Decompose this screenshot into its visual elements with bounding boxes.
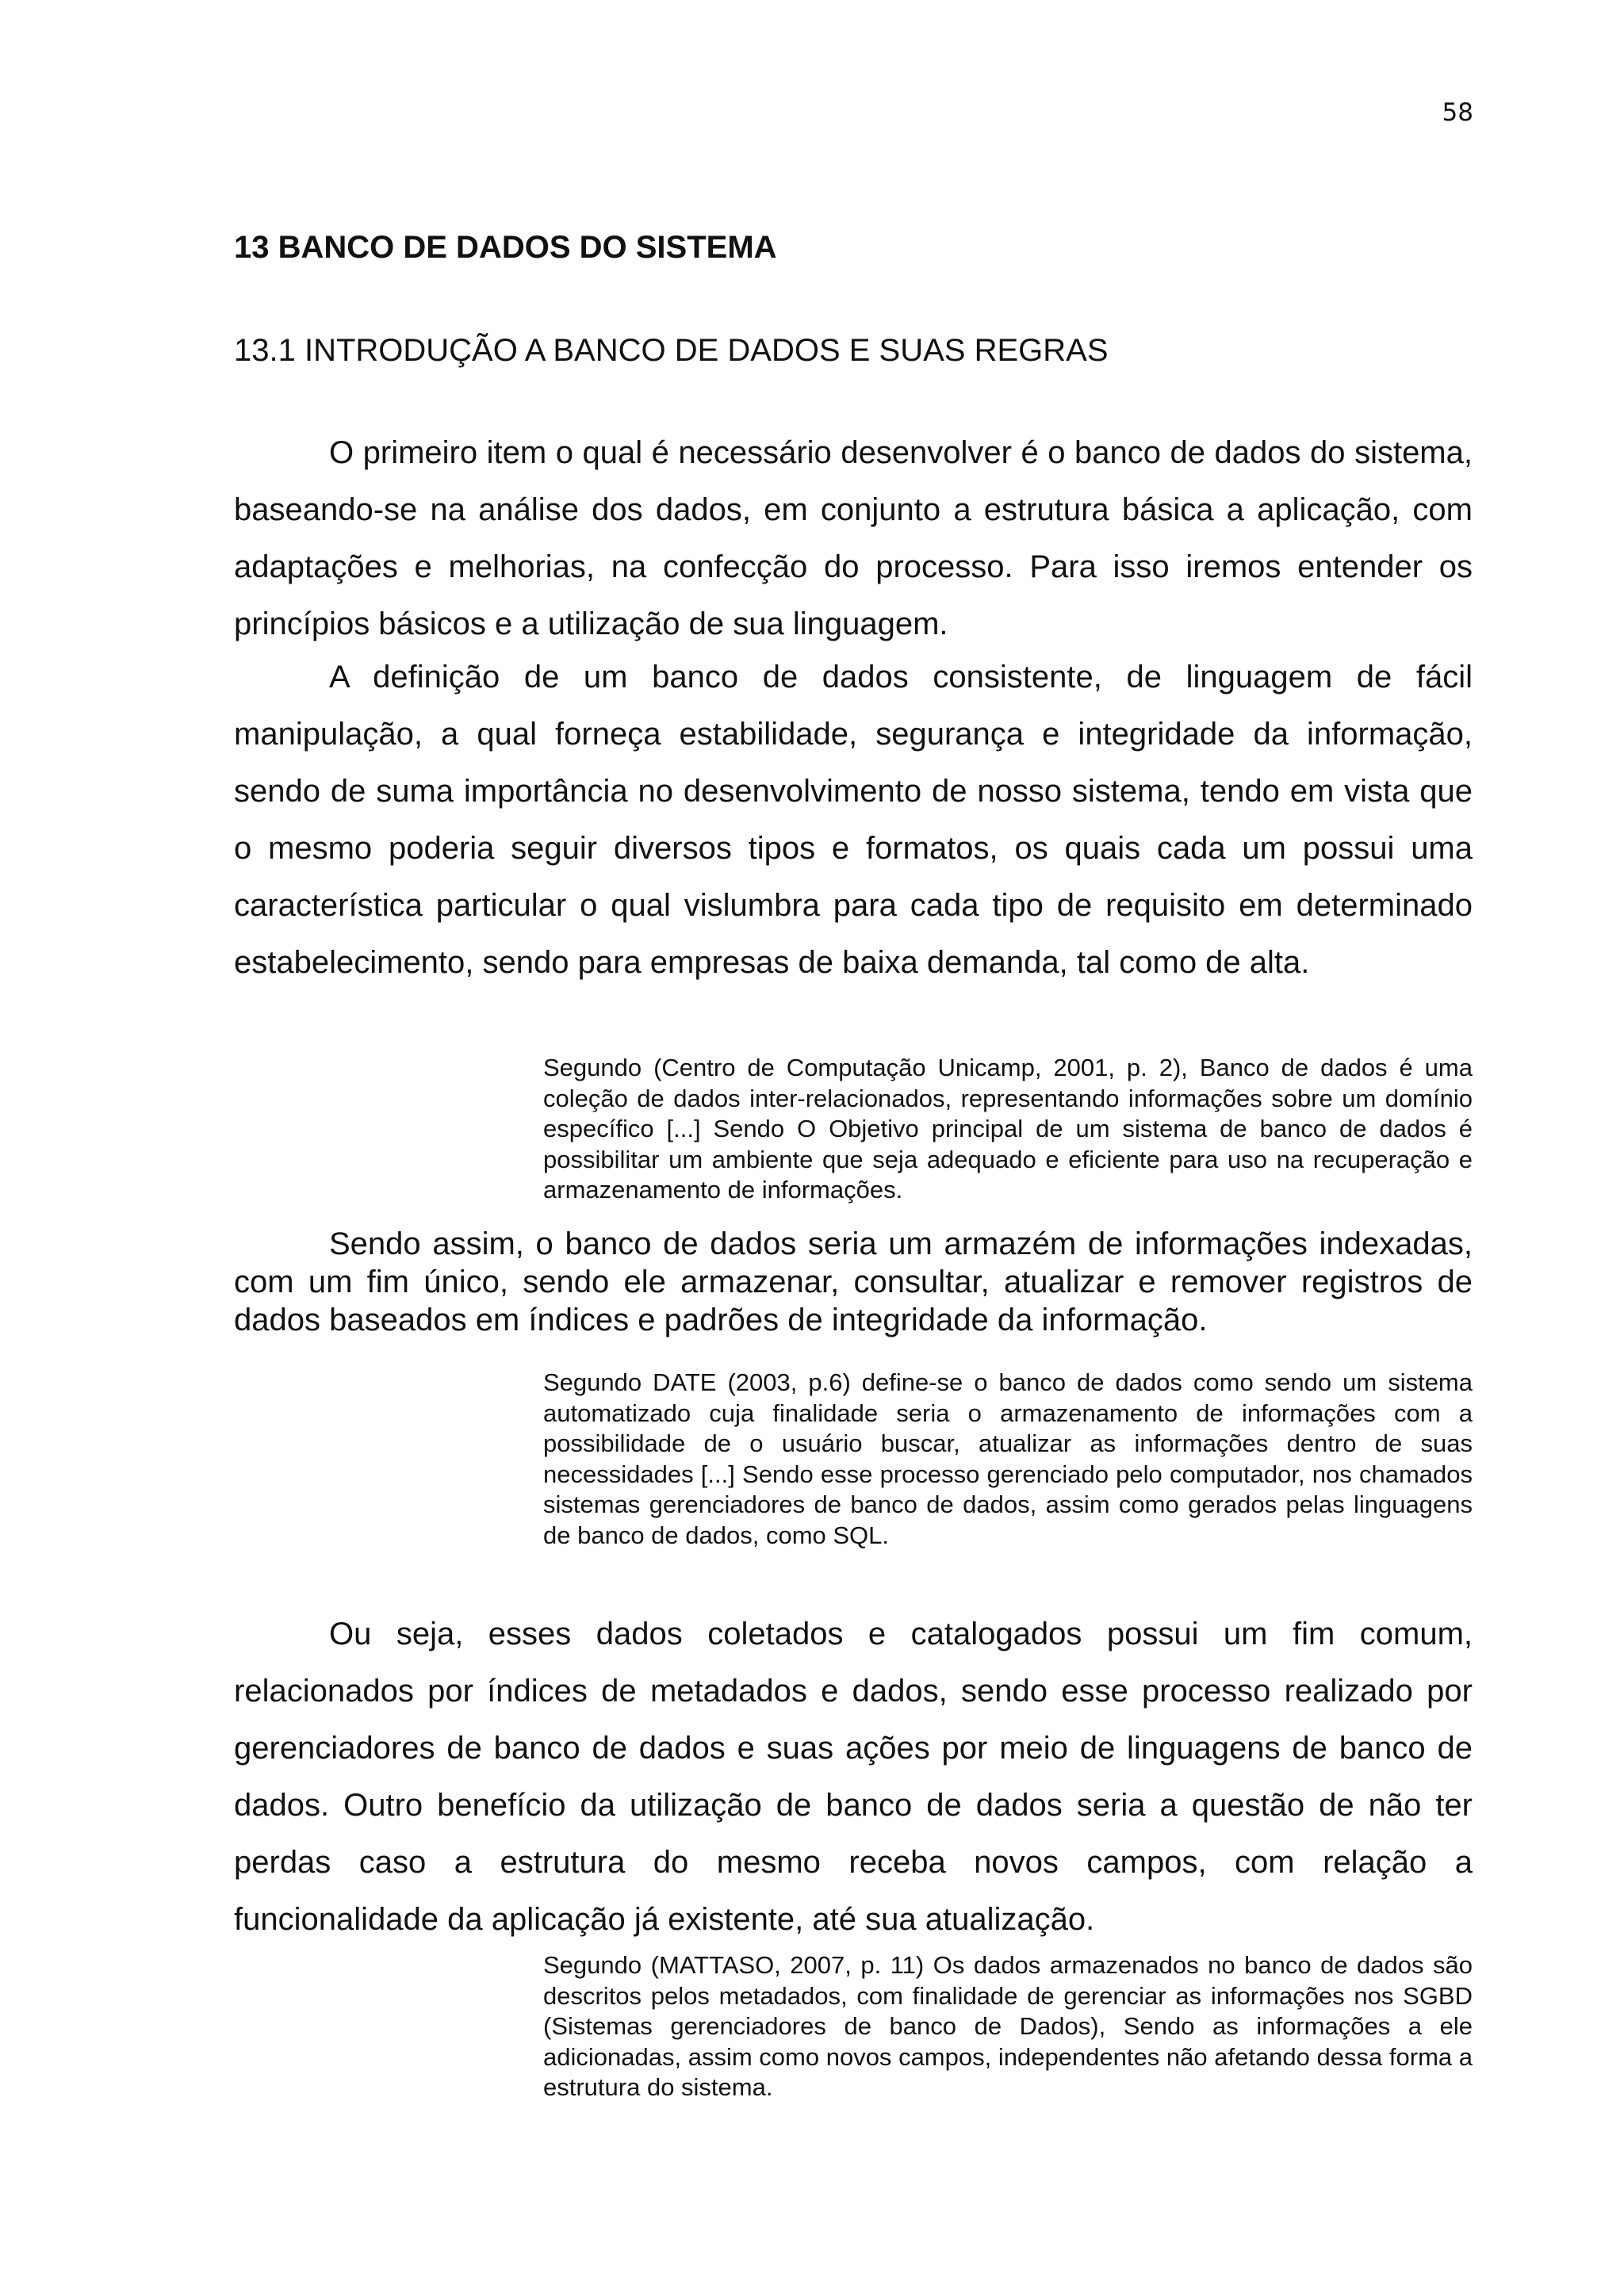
paragraph-benefits: Ou seja, esses dados coletados e catalogados possui um fim comum, relacionados por índices de metadados e dados, sendo esse processo realizado por gerenciadores de banco de dados e suas ações por meio de linguagens de banco de dados. Outro benefício da utilização de banco de dados seria a questão de não ter perdas caso a estrutura do mesmo receba novos campos, com relação a funcionalidade da aplicação já existente, até sua atualização. (234, 1617, 1473, 1937)
block-quote-unicamp: Segundo (Centro de Computação Unicamp, 2001, p. 2), Banco de dados é uma coleção de dados inter-relacionados, representando informações sobre um domínio específico [...] Sendo O Objetivo principal de um sistema de banco de dados é possibilitar um ambiente que seja adequado e eficiente para uso na recuperação e armazenamento de informações. (543, 1054, 1473, 1203)
paragraph-summary: Sendo assim, o banco de dados seria um armazém de informações indexadas, com um fim único, sendo ele armazenar, consultar, atualizar e remover registros de dados baseados em índices e padrões de integridade da informação. (234, 1226, 1473, 1337)
section-title: 13.1 INTRODUÇÃO A BANCO DE DADOS E SUAS REGRAS (234, 333, 1109, 368)
paragraph-definition: A definição de um banco de dados consistente, de linguagem de fácil manipulação, a qual forneça estabilidade, segurança e integridade da informação, sendo de suma importância no desenvolvimento de nosso sistema, tendo em vista que o mesmo poderia seguir diversos tipos e formatos, os quais cada um possui uma característica particular o qual vislumbra para cada tipo de requisito em determinado estabelecimento, sendo para empresas de baixa demanda, tal como de alta. (234, 660, 1473, 980)
page-number: 58 (1442, 98, 1473, 127)
block-quote-date: Segundo DATE (2003, p.6) define-se o banco de dados como sendo um sistema automatizado cuja finalidade seria o armazenamento de informações com a possibilidade de o usuário buscar, atualizar as informações dentro de suas necessidades [...] Sendo esse processo gerenciado pelo computador, nos chamados sistemas gerenciadores de banco de dados, assim como gerados pelas linguagens de banco de dados, como SQL. (543, 1368, 1473, 1549)
block-quote-mattaso: Segundo (MATTASO, 2007, p. 11) Os dados armazenados no banco de dados são descritos pelos metadados, com finalidade de gerenciar as informações nos SGBD (Sistemas gerenciadores de banco de Dados), Sendo as informações a ele adicionadas, assim como novos campos, independentes não afetando dessa forma a estrutura do sistema. (543, 1951, 1473, 2101)
paragraph-intro: O primeiro item o qual é necessário desenvolver é o banco de dados do sistema, baseando-se na análise dos dados, em conjunto a estrutura básica a aplicação, com adaptações e melhorias, na confecção do processo. Para isso iremos entender os princípios básicos e a utilização de sua linguagem. (234, 435, 1473, 641)
chapter-title: 13 BANCO DE DADOS DO SISTEMA (234, 230, 777, 265)
